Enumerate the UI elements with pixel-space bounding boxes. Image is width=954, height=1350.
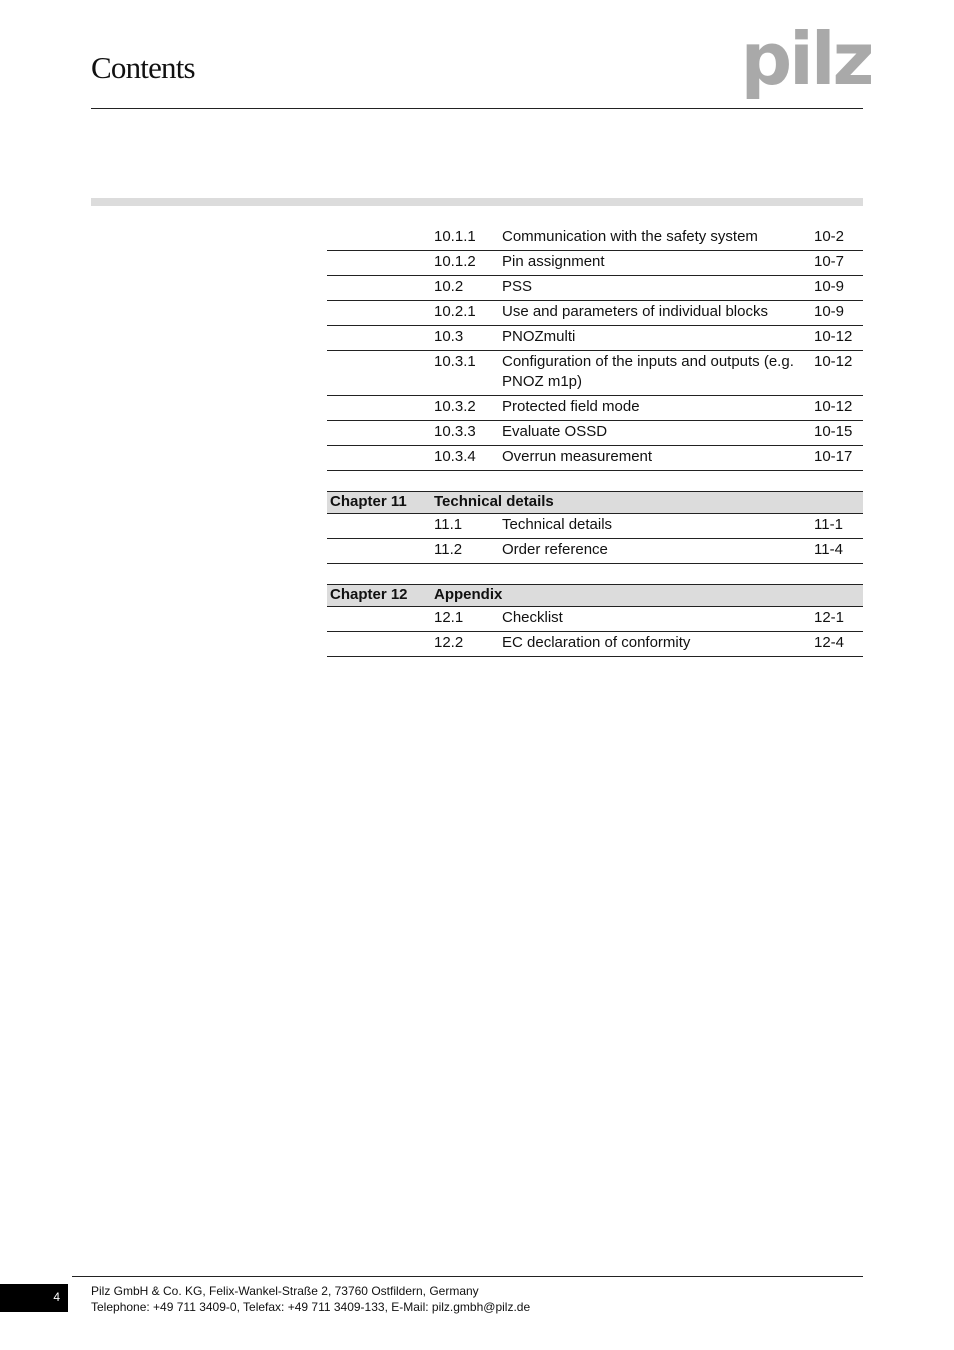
toc-entry-row xyxy=(327,351,863,396)
toc-page-ref: 11-4 xyxy=(811,539,863,564)
toc-chapter-label xyxy=(327,301,431,326)
toc-section-title: Communication with the safety system xyxy=(499,226,811,251)
toc-section-number: 11.1 xyxy=(431,514,499,539)
toc-section-title: Protected field mode xyxy=(499,396,811,421)
toc-page-ref: 11-1 xyxy=(811,514,863,539)
toc-section-number: 10.3 xyxy=(431,326,499,351)
footer-divider xyxy=(72,1276,863,1277)
toc-spacer-cell xyxy=(327,471,863,492)
toc-section-number: Technical details xyxy=(431,492,863,514)
toc-section-title: Use and parameters of individual blocks xyxy=(499,301,811,326)
page-number: 4 xyxy=(53,1290,60,1304)
toc-section-number: 12.1 xyxy=(431,607,499,632)
toc-chapter-label xyxy=(327,251,431,276)
toc-chapter-row xyxy=(327,492,863,514)
toc-section-title: Order reference xyxy=(499,539,811,564)
footer-line-2: Telephone: +49 711 3409-0, Telefax: +49 711 3409-133, E-Mail: pilz.gmbh@pilz.de xyxy=(91,1300,531,1314)
toc-chapter-label: Chapter 12 xyxy=(327,585,431,607)
table-of-contents xyxy=(327,226,863,657)
toc-section-title: Checklist xyxy=(499,607,811,632)
toc-chapter-label xyxy=(327,276,431,301)
toc-page-ref: 10-17 xyxy=(811,446,863,471)
toc-entry-row xyxy=(327,539,863,564)
toc-section-number: 11.2 xyxy=(431,539,499,564)
toc-section-number: 10.2.1 xyxy=(431,301,499,326)
toc-entry-row xyxy=(327,421,863,446)
footer-address xyxy=(91,1283,530,1315)
toc-page-ref: 12-4 xyxy=(811,632,863,657)
toc-section-number: 10.3.1 xyxy=(431,351,499,396)
toc-chapter-label xyxy=(327,351,431,396)
toc-entry-row xyxy=(327,632,863,657)
toc-entry-row xyxy=(327,514,863,539)
toc-chapter-label xyxy=(327,539,431,564)
toc-section-number: 12.2 xyxy=(431,632,499,657)
toc-section-number: 10.3.4 xyxy=(431,446,499,471)
toc-page-ref: 10-12 xyxy=(811,351,863,396)
toc-page-ref: 10-12 xyxy=(811,326,863,351)
toc-section-number: 10.1.2 xyxy=(431,251,499,276)
toc-section-number: 10.3.3 xyxy=(431,421,499,446)
toc-section-number: 10.2 xyxy=(431,276,499,301)
toc-entry-row xyxy=(327,301,863,326)
section-band xyxy=(91,198,863,206)
toc-page-ref: 12-1 xyxy=(811,607,863,632)
toc-entry-row xyxy=(327,326,863,351)
toc-spacer-cell xyxy=(327,564,863,585)
logo-text: pilz xyxy=(740,17,872,101)
toc-page-ref: 10-9 xyxy=(811,301,863,326)
toc-section-number: 10.1.1 xyxy=(431,226,499,251)
toc-section-title: Evaluate OSSD xyxy=(499,421,811,446)
toc-chapter-label xyxy=(327,514,431,539)
toc-section-title: PNOZmulti xyxy=(499,326,811,351)
toc-chapter-label xyxy=(327,396,431,421)
toc-chapter-label xyxy=(327,446,431,471)
toc-entry-row xyxy=(327,396,863,421)
toc-spacer xyxy=(327,471,863,492)
toc-chapter-row xyxy=(327,585,863,607)
toc-entry-row xyxy=(327,446,863,471)
toc-chapter-label: Chapter 11 xyxy=(327,492,431,514)
toc-page-ref: 10-7 xyxy=(811,251,863,276)
toc-section-title: EC declaration of conformity xyxy=(499,632,811,657)
toc-section-title: Pin assignment xyxy=(499,251,811,276)
toc-entry-row xyxy=(327,276,863,301)
toc-section-title: Technical details xyxy=(499,514,811,539)
toc-page-ref: 10-15 xyxy=(811,421,863,446)
header-divider xyxy=(91,108,863,109)
page-number-badge xyxy=(0,1284,68,1312)
toc-chapter-label xyxy=(327,421,431,446)
toc-chapter-label xyxy=(327,607,431,632)
toc-entry-row xyxy=(327,607,863,632)
toc-section-number: 10.3.2 xyxy=(431,396,499,421)
toc-section-title: Configuration of the inputs and outputs (e.g. PNOZ m1p) xyxy=(499,351,811,396)
toc-page-ref: 10-2 xyxy=(811,226,863,251)
toc-section-title: PSS xyxy=(499,276,811,301)
toc-page-ref: 10-9 xyxy=(811,276,863,301)
pilz-logo xyxy=(740,17,872,101)
toc-section-number: Appendix xyxy=(431,585,863,607)
toc-entry-row xyxy=(327,226,863,251)
toc-entry-row xyxy=(327,251,863,276)
toc-page-ref: 10-12 xyxy=(811,396,863,421)
toc-section-title: Overrun measurement xyxy=(499,446,811,471)
toc-chapter-label xyxy=(327,632,431,657)
footer-line-1: Pilz GmbH & Co. KG, Felix-Wankel-Straße 2, 73760 Ostfildern, Germany xyxy=(91,1284,479,1298)
toc-chapter-label xyxy=(327,226,431,251)
page-title: Contents xyxy=(91,50,195,85)
toc-spacer xyxy=(327,564,863,585)
toc-chapter-label xyxy=(327,326,431,351)
